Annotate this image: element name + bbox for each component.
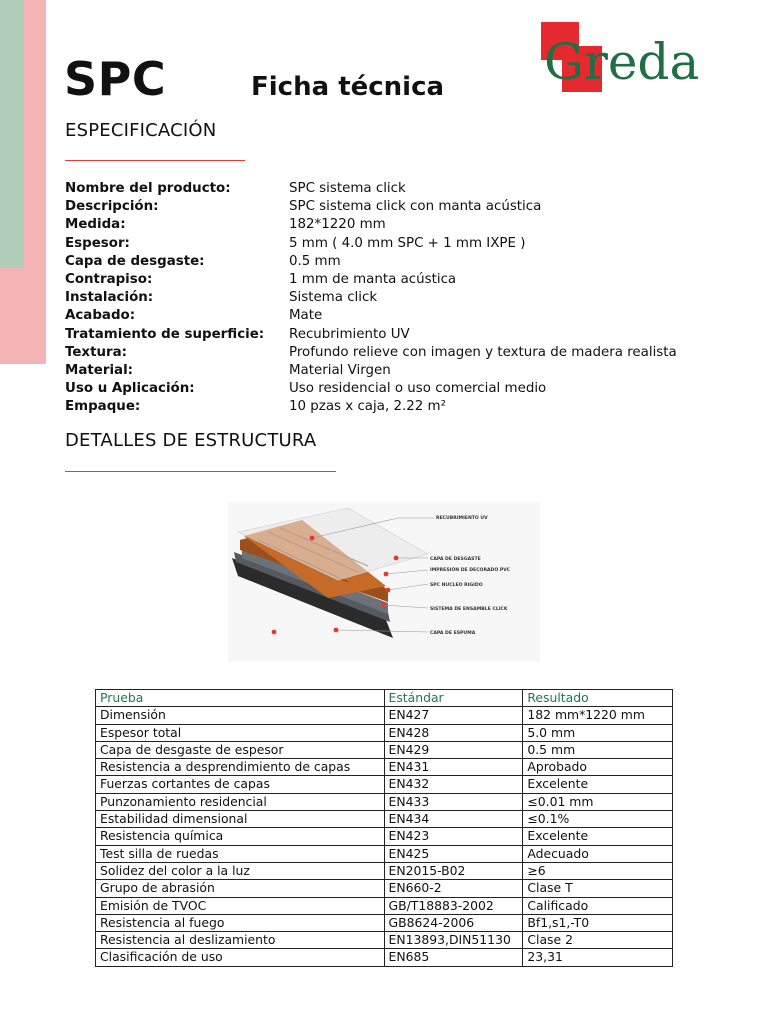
spec-value: Material Virgen [289,362,391,378]
table-row [96,914,673,931]
table-row [96,741,673,758]
cell-standard: EN660-2 [384,880,523,897]
table-row [96,932,673,949]
structure-divider [65,471,336,472]
cell-standard: GB/T18883-2002 [384,897,523,914]
cell-test: Punzonamiento residencial [96,793,385,810]
table-row [96,707,673,724]
cell-result: Bf1,s1,-T0 [523,914,673,931]
cell-standard: EN429 [384,741,523,758]
cell-standard: EN434 [384,811,523,828]
spec-label: Capa de desgaste: [65,253,205,269]
spec-label: Nombre del producto: [65,181,231,196]
table-row [96,949,673,966]
spec-row [65,253,745,271]
cell-result: Calificado [523,897,673,914]
cell-standard: EN2015-B02 [384,862,523,879]
cell-result: ≤0.01 mm [523,793,673,810]
spec-label: Acabado: [65,308,136,324]
spec-row [65,380,745,398]
table-row [96,862,673,879]
marker-dot [310,536,315,541]
cell-test: Resistencia al deslizamiento [96,932,385,949]
spec-label: Espesor: [65,235,130,251]
cell-result: Adecuado [523,845,673,862]
spec-row [65,216,745,234]
cell-standard: EN431 [384,759,523,776]
spec-row [65,398,745,416]
cell-result: ≤0.1% [523,811,673,828]
page-title: SPC [64,52,167,106]
table-row [96,811,673,828]
spec-row [65,235,745,253]
table-row [96,880,673,897]
cell-test: Resistencia al fuego [96,914,385,931]
spec-row [65,362,745,380]
cell-standard: EN13893,DIN51130 [384,932,523,949]
spec-label: Material: [65,362,134,378]
label-uv-coating: RECUBRIMIENTO UV [436,516,488,521]
cell-standard: EN427 [384,707,523,724]
label-decor-print: IMPRESIÓN DE DECORADO PVC [430,568,511,573]
cell-standard: EN428 [384,724,523,741]
floor-structure-diagram [228,502,540,662]
logo-wordmark: Greda [544,33,700,91]
column-header-standard: Estándar [384,690,523,707]
table-header-row [96,690,673,707]
cell-result: 0.5 mm [523,741,673,758]
cell-test: Emisión de TVOC [96,897,385,914]
marker-dot [384,572,389,577]
cell-result: 23,31 [523,949,673,966]
specification-heading: ESPECIFICACIÓN [65,120,217,141]
spec-value: Recubrimiento UV [289,326,410,342]
spec-value: SPC sistema click con manta acústica [289,199,542,215]
specification-list [65,180,745,416]
cell-standard: GB8624-2006 [384,914,523,931]
cell-standard: EN425 [384,845,523,862]
marker-dot [394,556,399,561]
marker-dot [386,588,391,593]
column-header-result: Resultado [523,690,673,707]
label-click-system: SISTEMA DE ENSAMBLE CLICK [430,607,508,612]
spec-row [65,180,745,198]
cell-result: Clase T [523,880,673,897]
spec-label: Contrapiso: [65,271,153,287]
spec-value: 5 mm ( 4.0 mm SPC + 1 mm IXPE ) [289,235,526,251]
cell-standard: EN423 [384,828,523,845]
table-row [96,759,673,776]
spec-value: 0.5 mm [289,253,341,269]
cell-test: Clasificación de uso [96,949,385,966]
spec-value: Sistema click [289,290,378,306]
spec-label: Empaque: [65,399,141,415]
cell-test: Estabilidad dimensional [96,811,385,828]
label-rigid-core: SPC NUCLEO RIGIDO [430,583,483,588]
column-header-test: Prueba [96,690,385,707]
spec-row [65,289,745,307]
marker-dot [334,628,339,633]
spec-value: Profundo relieve con imagen y textura de madera realista [289,344,677,360]
spec-value: 10 pzas x caja, 2.22 m² [289,399,446,415]
spec-row [65,326,745,344]
page-subtitle: Ficha técnica [251,72,445,102]
label-wear-layer: CAPA DE DESGASTE [430,557,481,562]
cell-result: 182 mm*1220 mm [523,707,673,724]
table-row [96,724,673,741]
table-row [96,845,673,862]
spec-label: Tratamiento de superficie: [65,326,265,342]
specification-divider [65,160,245,161]
spec-row [65,198,745,216]
label-foam-layer: CAPA DE ESPUMA [430,631,476,636]
spec-value: Uso residencial o uso comercial medio [289,381,547,397]
spec-value: 1 mm de manta acústica [289,271,457,287]
spec-label: Uso u Aplicación: [65,381,195,397]
marker-dot [272,630,277,635]
spec-row [65,271,745,289]
cell-test: Solidez del color a la luz [96,862,385,879]
cell-test: Resistencia química [96,828,385,845]
table-row [96,828,673,845]
spec-row [65,307,745,325]
spec-value: SPC sistema click [289,181,406,196]
spec-row [65,344,745,362]
cell-result: Excelente [523,828,673,845]
cell-result: Excelente [523,776,673,793]
spec-label: Descripción: [65,199,159,215]
cell-test: Resistencia a desprendimiento de capas [96,759,385,776]
cell-test: Dimensión [96,707,385,724]
cell-result: Aprobado [523,759,673,776]
structure-heading: DETALLES DE ESTRUCTURA [65,430,317,451]
cell-result: Clase 2 [523,932,673,949]
cell-standard: EN685 [384,949,523,966]
cell-test: Grupo de abrasión [96,880,385,897]
decorative-green-stripe [0,0,24,268]
table-row [96,897,673,914]
test-results-table [95,689,673,967]
spec-label: Textura: [65,344,128,360]
greda-logo [540,22,740,94]
cell-test: Fuerzas cortantes de capas [96,776,385,793]
cell-result: ≥6 [523,862,673,879]
cell-test: Espesor total [96,724,385,741]
spec-value: Mate [289,308,323,324]
table-row [96,793,673,810]
spec-label: Instalación: [65,290,154,306]
cell-test: Test silla de ruedas [96,845,385,862]
table-row [96,776,673,793]
spec-value: 182*1220 mm [289,217,386,233]
cell-standard: EN433 [384,793,523,810]
cell-result: 5.0 mm [523,724,673,741]
marker-dot [381,603,386,608]
spec-label: Medida: [65,217,126,233]
cell-test: Capa de desgaste de espesor [96,741,385,758]
cell-standard: EN432 [384,776,523,793]
